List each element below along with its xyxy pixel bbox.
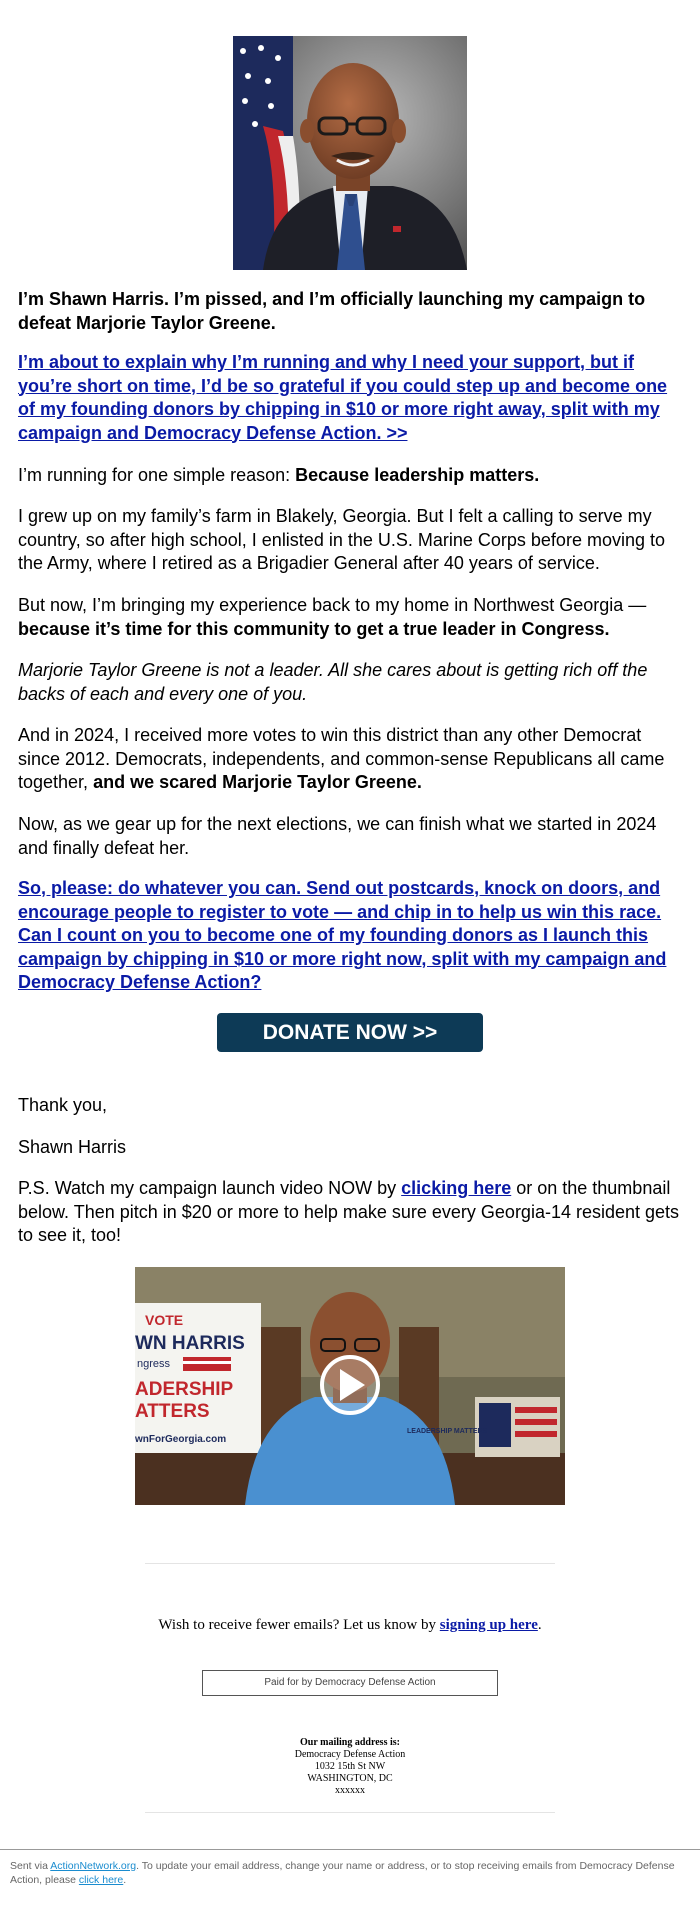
footer-text (10, 1859, 680, 1887)
address-zip: xxxxxx (335, 1785, 365, 1796)
candidate-portrait (233, 36, 467, 270)
video-sign-congress: ngress (137, 1358, 171, 1370)
address-city: WASHINGTON, DC (307, 1773, 393, 1784)
signature: Shawn Harris (18, 1137, 127, 1157)
footer-middle: . To update your email address, change your name or address, or to stop receiving emails from Democracy Defense Action, please (10, 1860, 675, 1886)
video-thumbnail[interactable] (135, 1267, 565, 1505)
divider-bottom (145, 1812, 555, 1813)
address-street: 1032 15th St NW (314, 1761, 386, 1772)
video-shirt-text: LEADERSHIP MATTERS (407, 1428, 488, 1435)
ps-paragraph (18, 1177, 682, 1248)
clicking-here-link[interactable]: clicking here (401, 1178, 512, 1198)
video-sign-lead1: ADERSHIP (135, 1379, 234, 1400)
address-heading: Our mailing address is: (300, 1737, 400, 1748)
please-link-paragraph (18, 877, 682, 995)
footer-end: . (123, 1874, 127, 1886)
footer-divider (0, 1849, 700, 1850)
thank-you: Thank you, (18, 1095, 108, 1115)
signing-up-here-link[interactable]: signing up here (439, 1617, 538, 1633)
votes-2024-paragraph (18, 724, 682, 795)
ps-suffix: or on the thumbnail below. Then pitch in $20 or more to help make sure every Georgia-14 resident gets to see it, too! (18, 1178, 680, 1245)
video-sign-url: wnForGeorgia.com (135, 1434, 227, 1445)
paid-for-box: Paid for by Democracy Defense Action (202, 1670, 498, 1696)
fewer-prefix: Wish to receive fewer emails? Let us know by (158, 1617, 440, 1633)
address-org: Democracy Defense Action (294, 1749, 406, 1760)
donate-now-button[interactable]: DONATE NOW >> (217, 1013, 483, 1052)
reason-bold: Because leadership matters. (295, 465, 540, 485)
please-donate-link[interactable]: So, please: do whatever you can. Send out postcards, knock on doors, and encourage people to register to vote — and chip in to help us win this race. Can I count on you to become one of my founding donors as I launch this campaign by chipping in $10 or more right now, split with my campaign and Democracy Defense Action? (18, 878, 667, 992)
votes-prefix: And in 2024, I received more votes to win this district than any other Democrat since 2012. Democrats, independents, and common-sense Republicans all came together, (18, 725, 665, 792)
actionnetwork-link[interactable]: ActionNetwork.org (50, 1860, 137, 1872)
mtg-paragraph: Marjorie Taylor Greene is not a leader. All she cares about is getting rich off the backs of each and every one of you. (18, 660, 648, 704)
footer-sent-via: Sent via (10, 1860, 51, 1872)
gear-up-paragraph: Now, as we gear up for the next elections, we can finish what we started in 2024 and finally defeat her. (18, 814, 657, 858)
video-sign-lead2: ATTERS (135, 1401, 210, 1422)
background-paragraph: I grew up on my family’s farm in Blakely, Georgia. But I felt a calling to serve my country, so after high school, I enlisted in the U.S. Marine Corps before moving to the Army, where I retired as a Brigadier General after 40 years of service. (18, 506, 665, 573)
mailing-address (0, 1737, 700, 1797)
now-bold: because it’s time for this community to get a true leader in Congress. (18, 618, 610, 639)
video-sign-vote: VOTE (145, 1312, 184, 1328)
divider-top (145, 1563, 555, 1564)
now-prefix: But now, I’m bringing my experience back to my home in Northwest Georgia — (18, 595, 647, 615)
video-sign-name: WN HARRIS (135, 1333, 245, 1354)
unsubscribe-click-here-link[interactable]: click here (78, 1874, 124, 1886)
reason-paragraph (18, 464, 682, 488)
bringing-experience-paragraph (18, 594, 682, 641)
fewer-emails-text (0, 1617, 700, 1634)
founding-donor-link-paragraph (18, 351, 682, 445)
ps-prefix: P.S. Watch my campaign launch video NOW by (18, 1178, 402, 1198)
votes-bold: and we scared Marjorie Taylor Greene. (93, 772, 422, 792)
reason-prefix: I’m running for one simple reason: (18, 465, 296, 485)
founding-donor-link[interactable]: I’m about to explain why I’m running and why I need your support, but if you’re short on time, I’d be so grateful if you could step up and become one of my founding donors by chipping in $10 or more right away, split with my campaign and Democracy Defense Action. >> (18, 352, 668, 443)
intro-text: I’m Shawn Harris. I’m pissed, and I’m officially launching my campaign to defeat Marjorie Taylor Greene. (18, 289, 646, 333)
fewer-suffix: . (537, 1617, 542, 1633)
